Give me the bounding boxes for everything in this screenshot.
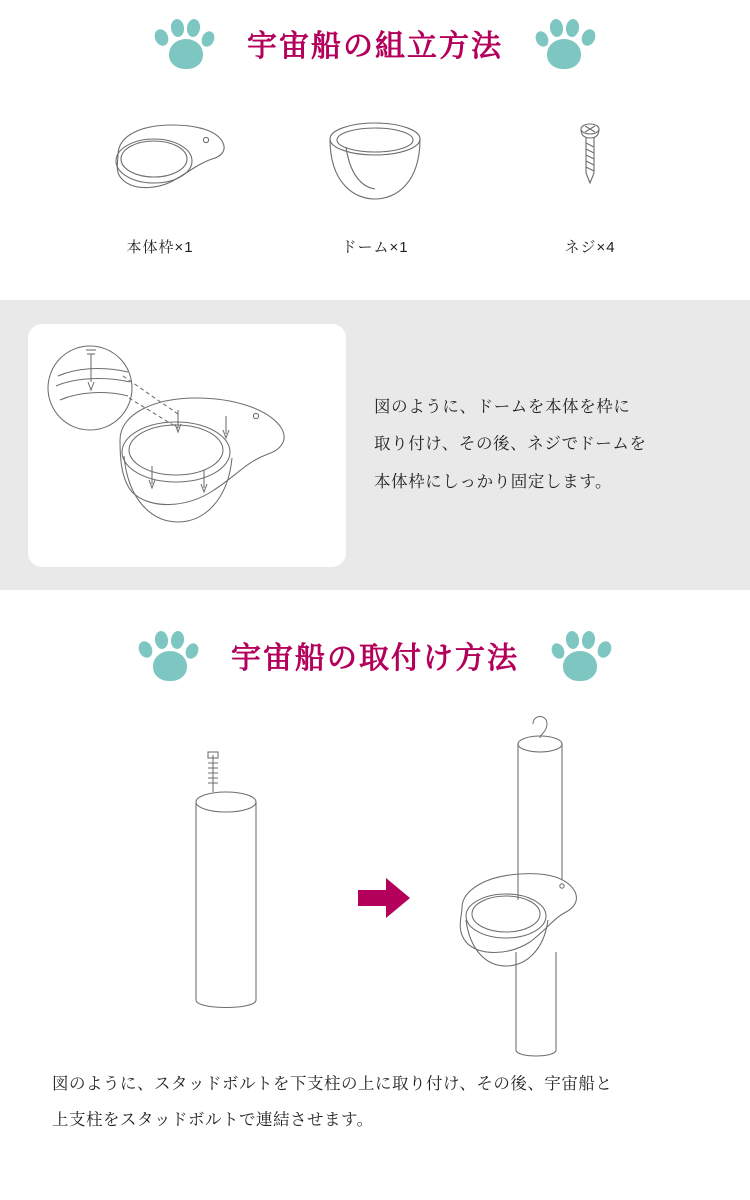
body-frame-icon (53, 108, 268, 218)
paw-print-icon (529, 13, 601, 73)
paw-print-icon (545, 625, 617, 685)
install-heading (0, 590, 750, 700)
paw-print-icon (149, 13, 221, 73)
part-label: ネジ×4 (564, 239, 616, 256)
spaceship-mounted-on-post (460, 717, 576, 1057)
part-label: ドーム×1 (341, 239, 409, 256)
screw-icon (483, 108, 698, 218)
step-text-line: 本体枠にしっかり固定します。 (374, 472, 613, 491)
arrow-icon (358, 878, 410, 918)
part-item (53, 108, 268, 257)
step-text-line: 図のように、ドームを本体を枠に (374, 398, 631, 417)
part-item (483, 108, 698, 257)
lower-post-with-stud-bolt (196, 752, 256, 1008)
install-text-line: 上支柱をスタッドボルトで連結させます。 (52, 1111, 374, 1130)
install-diagram (0, 700, 750, 1060)
part-item (268, 108, 483, 257)
assembly-section (0, 0, 750, 300)
install-section (0, 590, 750, 1200)
assembly-step-section (0, 300, 750, 590)
parts-list (0, 108, 750, 257)
paw-print-icon (133, 625, 205, 685)
assembly-heading (0, 0, 750, 86)
assembly-step-text (374, 389, 647, 500)
step-text-line: 取り付け、その後、ネジでドームを (374, 435, 647, 454)
assembly-diagram (28, 324, 346, 567)
install-text-line: 図のように、スタッドボルトを下支柱の上に取り付け、その後、宇宙船と (52, 1075, 613, 1093)
part-label: 本体枠×1 (126, 239, 194, 256)
dome-icon (268, 108, 483, 218)
install-heading-text: 宇宙船の取付け方法 (231, 642, 519, 675)
assembly-heading-text: 宇宙船の組立方法 (247, 30, 503, 63)
install-step-text (0, 1060, 750, 1139)
